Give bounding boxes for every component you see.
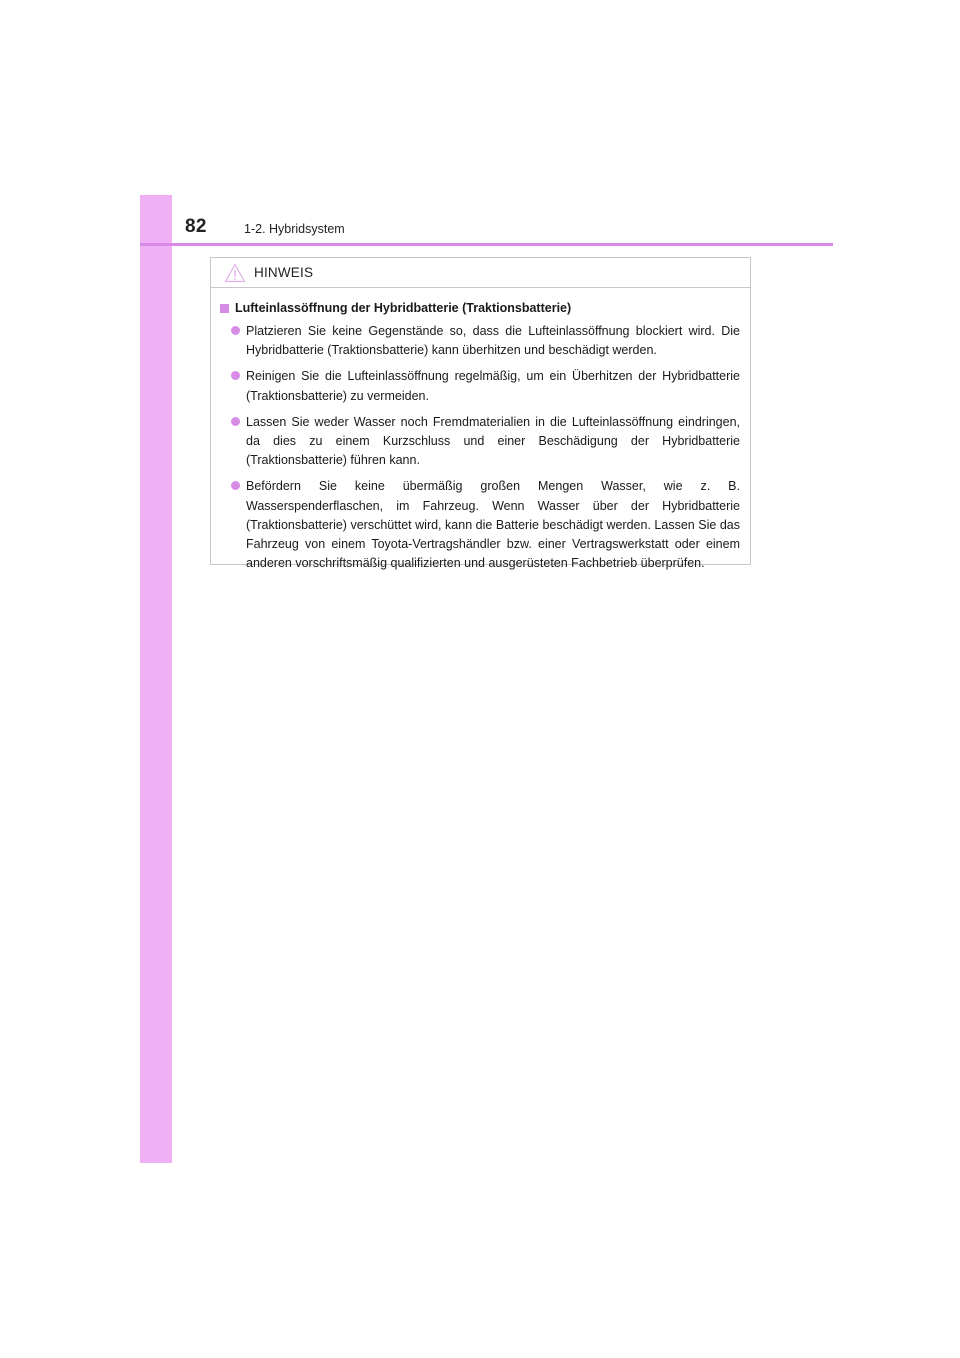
notice-topic	[220, 300, 740, 317]
dot-bullet-icon	[231, 417, 240, 426]
page-number: 82	[185, 216, 207, 237]
list-item-text: Lassen Sie weder Wasser noch Fremdmaterialien in die Lufteinlassöffnung eindringen, da dies zu einem Kurzschluss und einer Beschädigung der Hybridbatterie (Traktionsbatterie) führen kann.	[246, 414, 740, 468]
header-rule	[140, 243, 833, 246]
section-title: 1-2. Hybridsystem	[244, 222, 345, 236]
square-bullet-icon	[220, 304, 229, 313]
notice-topic-text: Lufteinlassöffnung der Hybridbatterie (Traktionsbatterie)	[235, 301, 572, 315]
list-item-text: Platzieren Sie keine Gegenstände so, dass die Lufteinlassöffnung blockiert wird. Die Hybridbatterie (Traktionsbatterie) kann überhitzen und beschädigt werden.	[246, 324, 740, 358]
dot-bullet-icon	[231, 371, 240, 380]
notice-header	[211, 258, 750, 288]
dot-bullet-icon	[231, 326, 240, 335]
list-item-text: Befördern Sie keine übermäßig großen Mengen Wasser, wie z. B. Wasserspenderflaschen, im Fahrzeug. Wenn Wasser über der Hybridbatterie (Traktionsbatterie) verschüttet wird, kann die Batterie beschädigt werden. Lassen Sie das Fahrzeug von einem Toyota-Vertragshändler bzw. einer Vertragswerkstatt oder einem anderen vorschriftsmäßig qualifizierten und ausgerüsteten Fachbetrieb überprüfen.	[246, 479, 740, 571]
list-item	[231, 322, 740, 360]
notice-label: HINWEIS	[254, 265, 314, 280]
notice-body	[211, 288, 750, 573]
notice-box	[210, 257, 751, 571]
chapter-side-strip	[140, 195, 172, 1163]
list-item	[231, 413, 740, 471]
dot-bullet-icon	[231, 481, 240, 490]
list-item-text: Reinigen Sie die Lufteinlassöffnung regelmäßig, um ein Überhitzen der Hybridbatterie (Traktionsbatterie) zu vermeiden.	[246, 369, 740, 403]
warning-triangle-icon	[224, 263, 246, 283]
list-item	[231, 477, 740, 573]
list-item	[231, 367, 740, 405]
